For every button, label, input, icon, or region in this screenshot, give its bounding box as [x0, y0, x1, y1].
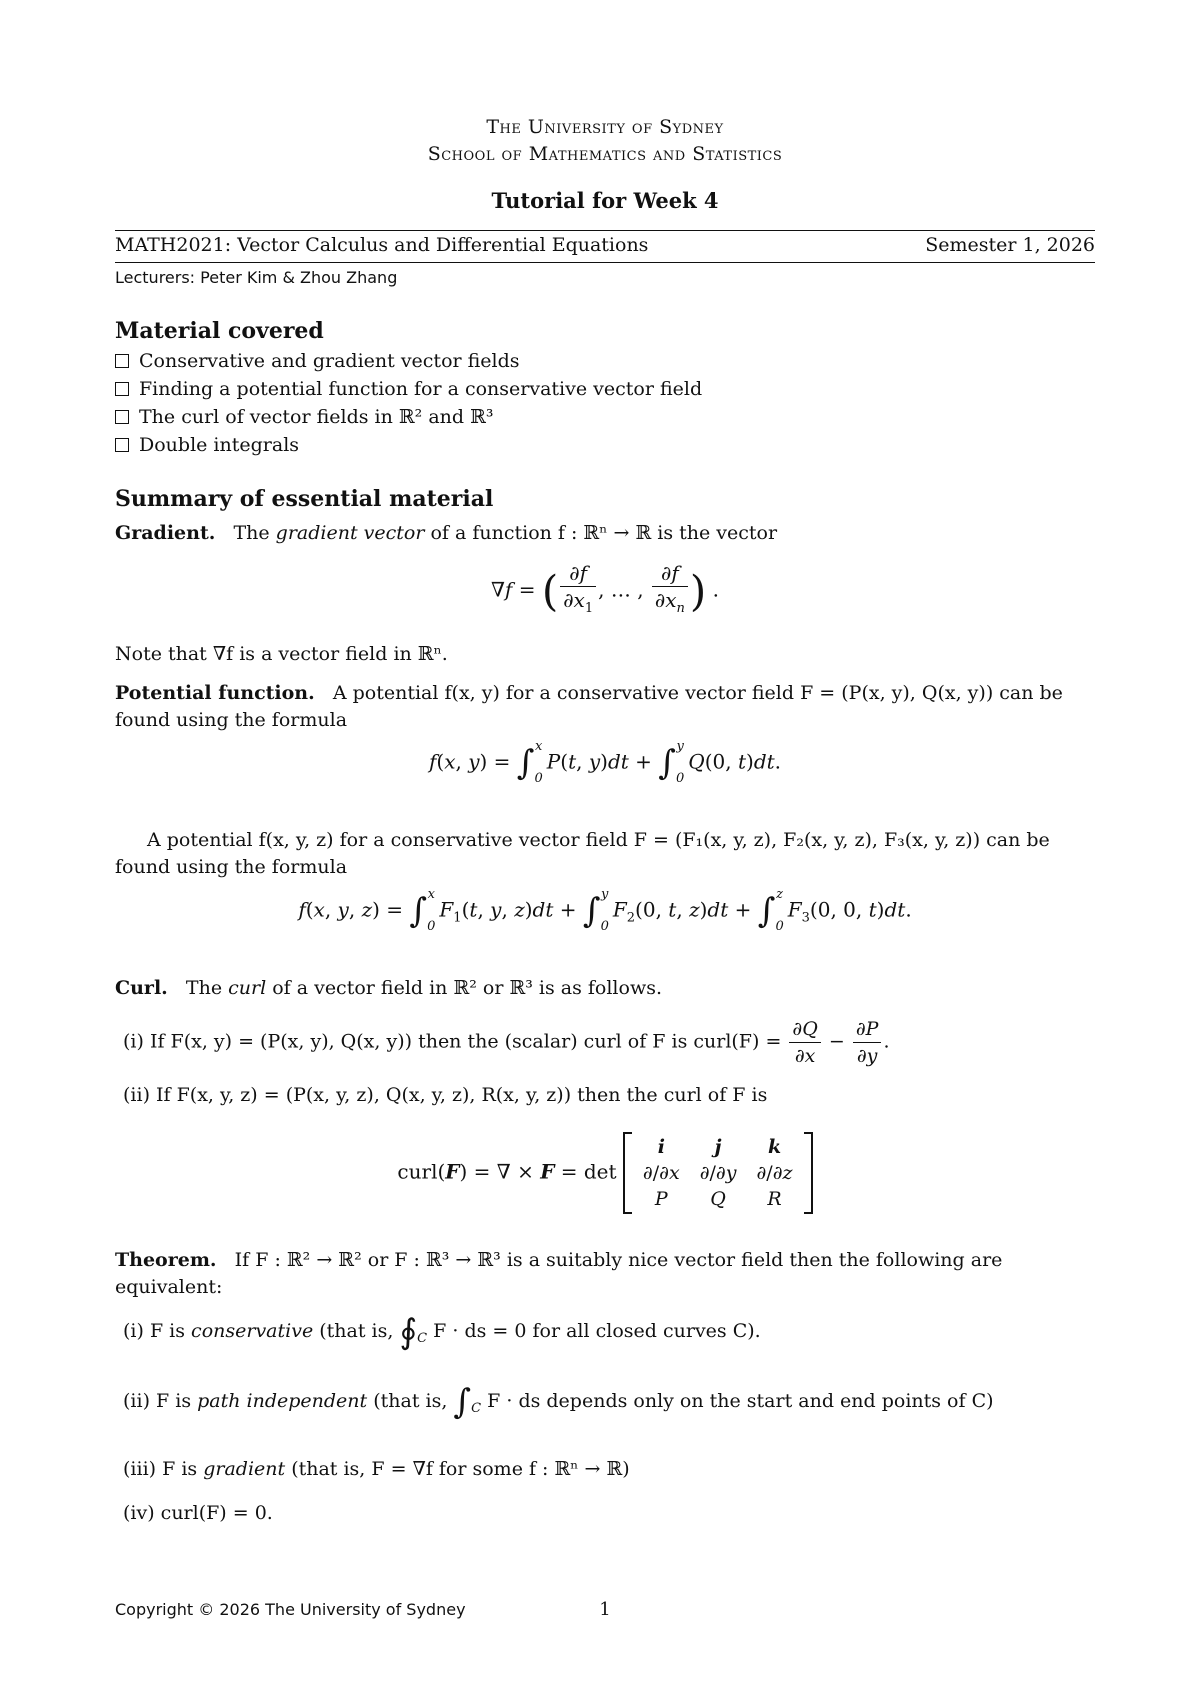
semester: Semester 1, 2026	[925, 234, 1095, 256]
potential-paragraph: Potential function. A potential f(x, y) for a conservative vector field F = (P(x, y), Q(x, y)) can be found using the formula	[115, 682, 1063, 731]
gradient-note: Note that ∇f is a vector field in ℝⁿ.	[115, 643, 448, 665]
potential-formula-2d: f(x, y) = ∫ x 0P(t, y)dt + ∫ y 0Q(0, t)dt.	[428, 739, 782, 786]
document-page	[115, 0, 1095, 1696]
school-name: School of Mathematics and Statistics	[427, 143, 783, 165]
potential-formula-3d: f(x, y, z) = ∫ x $0F_1(t$, y, z)dt + ∫ y $0F_2(0$, t, z)dt + ∫ z $0F_3(0$, 0, t)dt.	[298, 887, 912, 934]
material-heading: Material covered	[115, 318, 324, 344]
material-item: Conservative and gradient vector fields	[115, 350, 520, 372]
curl-item-ii: (ii) If F(x, y, z) = (P(x, y, z), Q(x, y, z), R(x, y, z)) then the curl of F is	[123, 1084, 768, 1106]
summary-heading: Summary of essential material	[115, 486, 494, 512]
material-item: Double integrals	[115, 434, 299, 456]
curl-paragraph: Curl. The curl of a vector field in ℝ² or ℝ³ is as follows.	[115, 977, 662, 999]
theorem-paragraph: Theorem. If F : ℝ² → ℝ² or F : ℝ³ → ℝ³ is a suitably nice vector field then the following are equivalent:	[115, 1249, 1003, 1298]
theorem-item-iii: (iii) F is gradient (that is, F = ∇f for some f : ℝⁿ → ℝ)	[123, 1458, 630, 1480]
bottom-rule	[115, 262, 1095, 263]
curl-formula: curl(F) = ∇ × F = det i j k ∂/∂x ∂/∂y ∂/∂z P Q R	[115, 1132, 1095, 1214]
curl-item-i: (i) If F(x, y) = (P(x, y), Q(x, y)) then the (scalar) curl of F is curl(F) = $\frac{\partial Q}{\partial x}$ − $\frac{\partial P}{\partial y}$ .	[123, 1018, 890, 1067]
top-rule	[115, 230, 1095, 231]
theorem-item-iv: (iv) curl(F) = 0.	[123, 1502, 273, 1524]
gradient-formula: ∇f = ( $\frac{\partial f}{\partial x_1}$ , … , $\frac{\partial f}{\partial x_n}$ ) .	[490, 561, 720, 616]
university-name: The University of Sydney	[486, 116, 724, 138]
lecturers: Lecturers: Peter Kim & Zhou Zhang	[115, 268, 398, 287]
theorem-item-ii: (ii) F is path independent (that is, $\int_C$ F · ds depends only on the start and end points of C)	[123, 1381, 994, 1422]
theorem-item-i: (i) F is conservative (that is, $∮_C$ F · ds = 0 for all closed curves C).	[123, 1311, 761, 1352]
checkbox-icon	[115, 410, 129, 424]
document-title: Tutorial for Week 4	[491, 188, 719, 213]
potential-3d-paragraph: A potential f(x, y, z) for a conservative vector field F = (F₁(x, y, z), F₂(x, y, z), F₃(x, y, z)) can be found using the formula	[115, 829, 1050, 878]
material-item: The curl of vector fields in ℝ² and ℝ³	[115, 406, 494, 428]
course-line	[115, 234, 1095, 256]
page-number: 1	[599, 1599, 611, 1620]
checkbox-icon	[115, 354, 129, 368]
material-item: Finding a potential function for a conservative vector field	[115, 378, 702, 400]
checkbox-icon	[115, 438, 129, 452]
copyright: Copyright © 2026 The University of Sydney	[115, 1600, 466, 1619]
checkbox-icon	[115, 382, 129, 396]
course-name: MATH2021: Vector Calculus and Differential Equations	[115, 234, 649, 256]
gradient-paragraph: Gradient. The gradient vector of a function f : ℝⁿ → ℝ is the vector	[115, 522, 778, 544]
curl-matrix: i j k ∂/∂x ∂/∂y ∂/∂z P Q R	[623, 1132, 813, 1214]
